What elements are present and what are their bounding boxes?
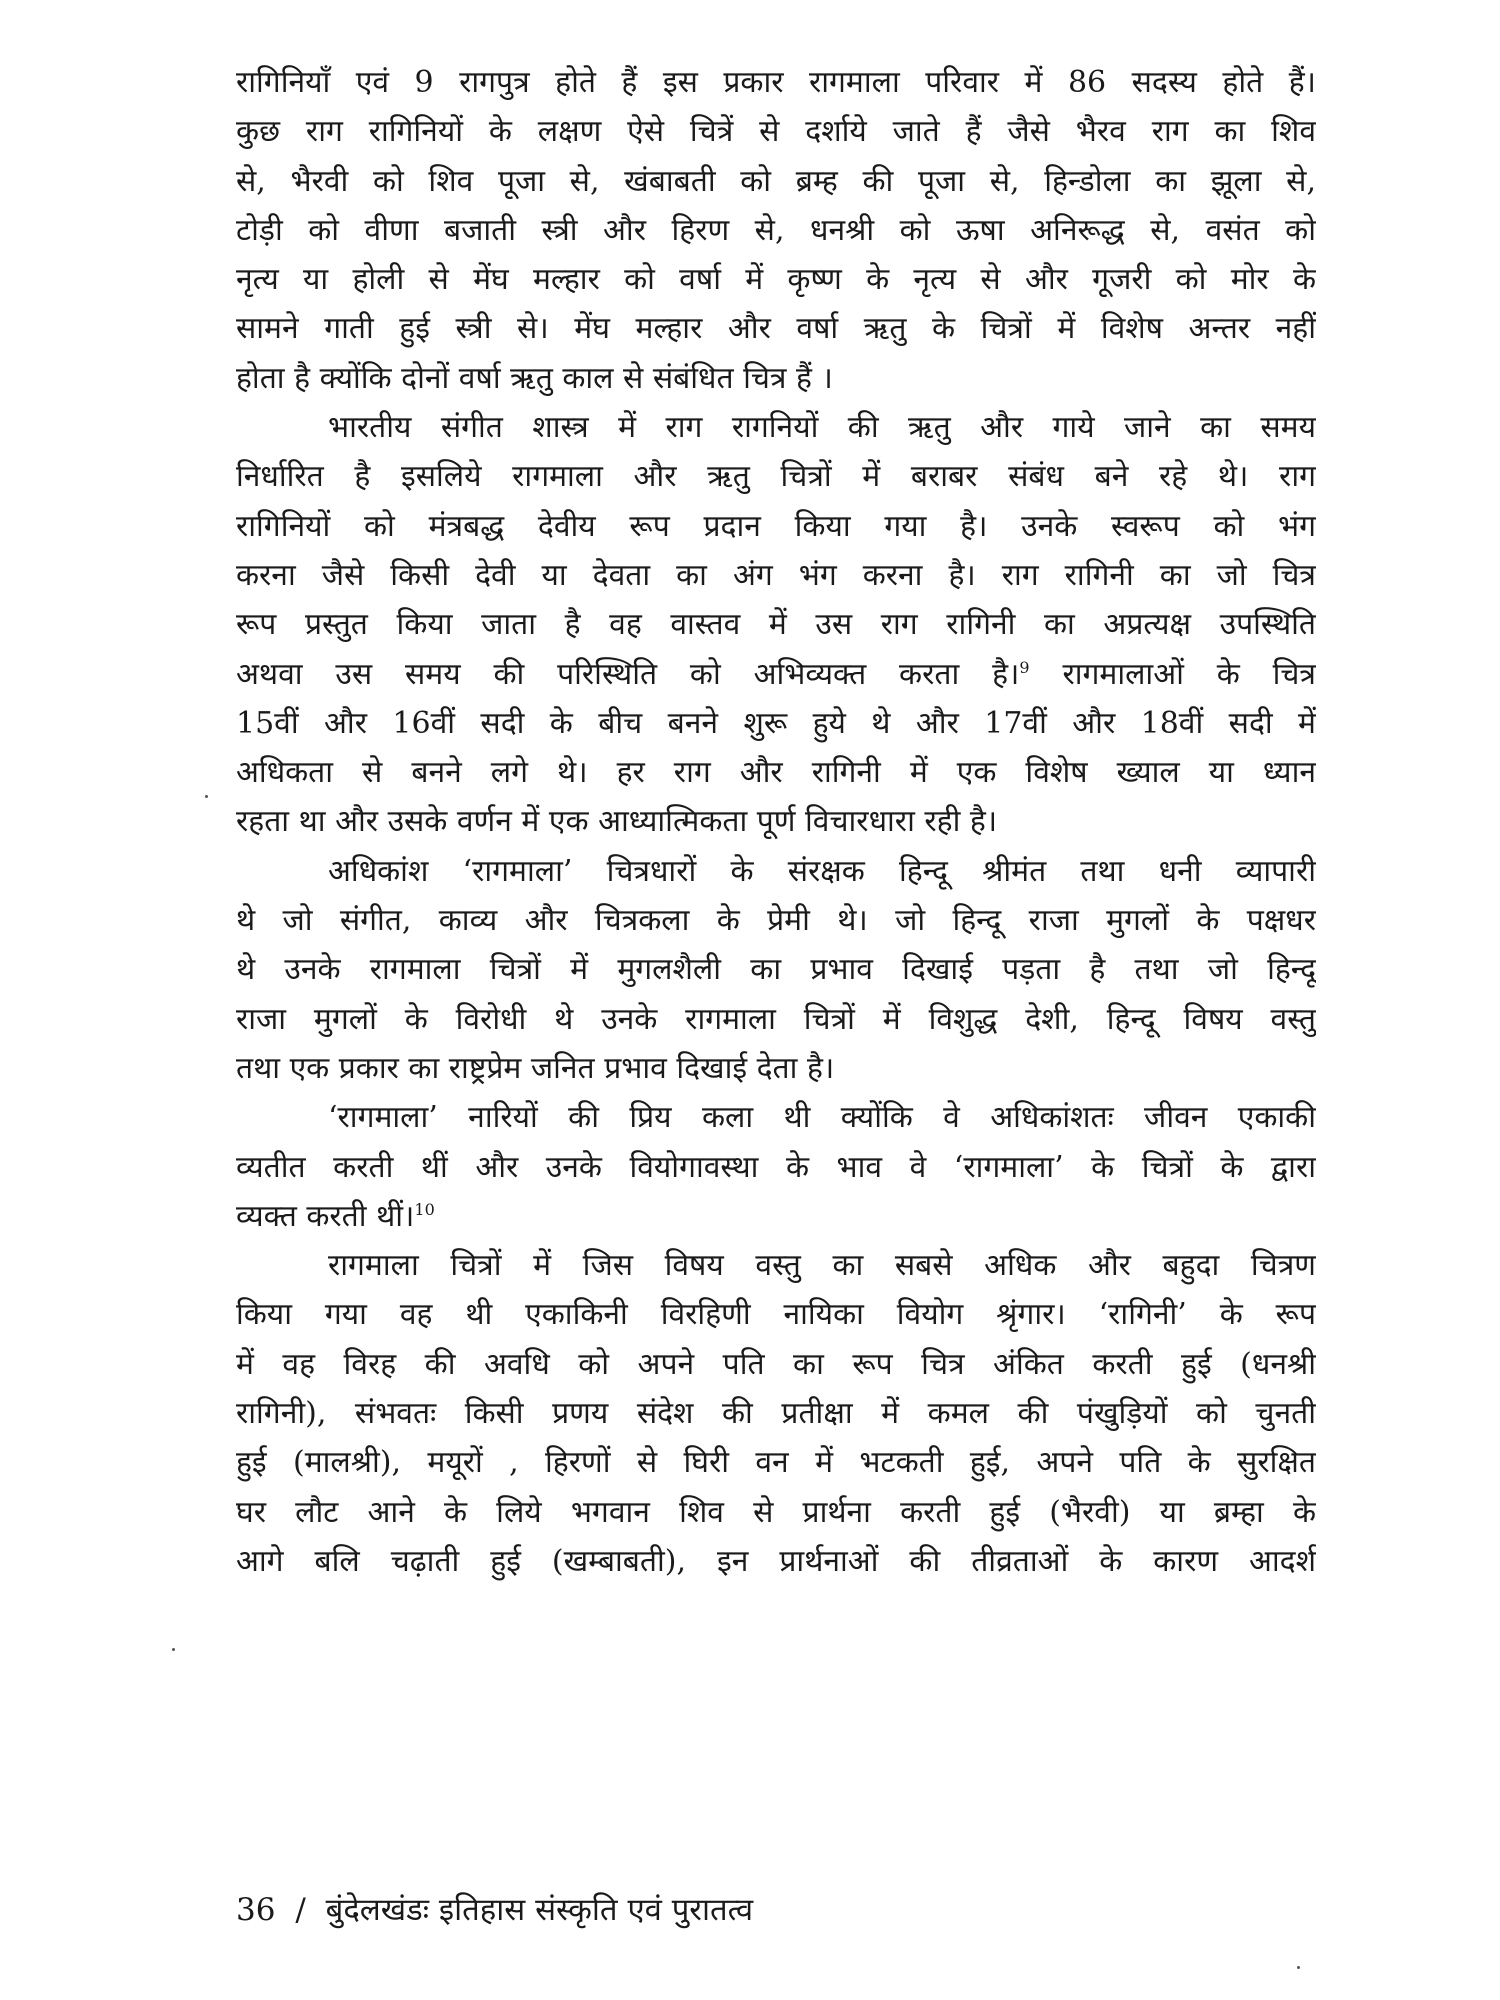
paragraph-start-line: अधिकांश ‘रागमाला’ चित्रधारों के संरक्षक हिन्दू श्रीमंत तथा धनी व्यापारी (328, 853, 1316, 889)
scan-speck (205, 795, 208, 798)
text-segment: अथवा उस समय की परिस्थिति को अभिव्यक्त करता है। (236, 656, 1020, 692)
text-line: तथा एक प्रकार का राष्ट्रप्रेम जनित प्रभाव दिखाई देता है। (236, 1050, 835, 1086)
text-line: रागिनियाँ एवं 9 रागपुत्र होते हैं इस प्रकार रागमाला परिवार में 86 सदस्य होते हैं। (236, 65, 1316, 100)
text-line-with-footnote (236, 650, 1316, 699)
text-line-with-footnote (236, 1192, 1316, 1241)
text-line: सामने गाती हुई स्त्री से। मेंघ मल्हार और वर्षा ऋतु के चित्रों में विशेष अन्तर नहीं (236, 311, 1316, 347)
text-line: थे उनके रागमाला चित्रों में मुगलशैली का प्रभाव दिखाई पड़ता है तथा जो हिन्दू (236, 952, 1316, 988)
text-line: घर लौट आने के लिये भगवान शिव से प्रार्थना करती हुई (भैरवी) या ब्रम्हा के (236, 1494, 1316, 1530)
text-line: रूप प्रस्तुत किया जाता है वह वास्तव में उस राग रागिनी का अप्रत्यक्ष उपस्थिति (236, 607, 1316, 643)
scan-speck (172, 1648, 175, 1651)
footnote-marker-9: 9 (1019, 657, 1030, 677)
text-segment: व्यक्त करती थीं। (236, 1198, 415, 1234)
text-line: से, भैरवी को शिव पूजा से, खंबाबती को ब्रम्ह की पूजा से, हिन्डोला का झूला से, (236, 163, 1316, 199)
text-line: कुछ राग रागिनियों के लक्षण ऐसे चित्रें से दर्शाये जाते हैं जैसे भैरव राग का शिव (236, 114, 1316, 150)
text-line: 15वीं और 16वीं सदी के बीच बनने शुरू हुये थे और 17वीं और 18वीं सदी में (236, 705, 1316, 741)
scan-speck (1297, 1966, 1300, 1969)
text-line: होता है क्योंकि दोनों वर्षा ऋतु काल से संबंधित चित्र हैं । (236, 360, 833, 396)
text-line: रागिनियों को मंत्रबद्ध देवीय रूप प्रदान किया गया है। उनके स्वरूप को भंग (236, 508, 1316, 544)
paragraph-start-line: भारतीय संगीत शास्त्र में राग रागनियों की ऋतु और गाये जाने का समय (328, 410, 1316, 446)
text-line: अधिकता से बनने लगे थे। हर राग और रागिनी में एक विशेष ख्याल या ध्यान (236, 755, 1316, 791)
text-line: आगे बलि चढ़ाती हुई (खम्बाबती), इन प्रार्थनाओं की तीव्रताओं के कारण आदर्श (236, 1543, 1316, 1579)
text-line: रहता था और उसके वर्णन में एक आध्यात्मिकता पूर्ण विचारधारा रही है। (236, 804, 998, 840)
text-line: व्यतीत करती थीं और उनके वियोगावस्था के भाव वे ‘रागमाला’ के चित्रों के द्वारा (236, 1149, 1316, 1185)
text-line: निर्धारित है इसलिये रागमाला और ऋतु चित्रों में बराबर संबंध बने रहे थे। राग (236, 459, 1316, 495)
text-line: किया गया वह थी एकाकिनी विरहिणी नायिका वियोग श्रृंगार। ‘रागिनी’ के रूप (236, 1297, 1316, 1333)
paragraph-start-line: ‘रागमाला’ नारियों की प्रिय कला थी क्योंकि वे अधिकांशतः जीवन एकाकी (328, 1100, 1316, 1136)
text-line: थे जो संगीत, काव्य और चित्रकला के प्रेमी थे। जो हिन्दू राजा मुगलों के पक्षधर (236, 903, 1316, 939)
text-line: रागिनी), संभवतः किसी प्रणय संदेश की प्रतीक्षा में कमल की पंखुड़ियों को चुनती (236, 1396, 1316, 1432)
footer-separator: / (295, 1892, 306, 1928)
text-segment: रागमालाओं के चित्र (1062, 656, 1316, 692)
text-line: राजा मुगलों के विरोधी थे उनके रागमाला चित्रों में विशुद्ध देशी, हिन्दू विषय वस्तु (236, 1001, 1316, 1037)
text-line: में वह विरह की अवधि को अपने पति का रूप चित्र अंकित करती हुई (धनश्री (236, 1346, 1316, 1382)
text-line: नृत्य या होली से मेंघ मल्हार को वर्षा में कृष्ण के नृत्य से और गूजरी को मोर के (236, 262, 1316, 298)
paragraph-start-line: रागमाला चित्रों में जिस विषय वस्तु का सबसे अधिक और बहुदा चित्रण (328, 1248, 1316, 1284)
text-line: करना जैसे किसी देवी या देवता का अंग भंग करना है। राग रागिनी का जो चित्र (236, 557, 1316, 593)
page-footer (236, 1890, 753, 1930)
book-title: बुंदेलखंडः इतिहास संस्कृति एवं पुरातत्व (325, 1892, 754, 1928)
text-line: हुई (मालश्री), मयूरों , हिरणों से घिरी वन में भटकती हुई, अपने पति के सुरक्षित (236, 1445, 1316, 1481)
footnote-marker-10: 10 (414, 1199, 435, 1219)
body-text (236, 58, 1316, 1586)
text-line: टोड़ी को वीणा बजाती स्त्री और हिरण से, धनश्री को ऊषा अनिरूद्ध से, वसंत को (236, 212, 1316, 248)
page-number: 36 (236, 1892, 276, 1928)
